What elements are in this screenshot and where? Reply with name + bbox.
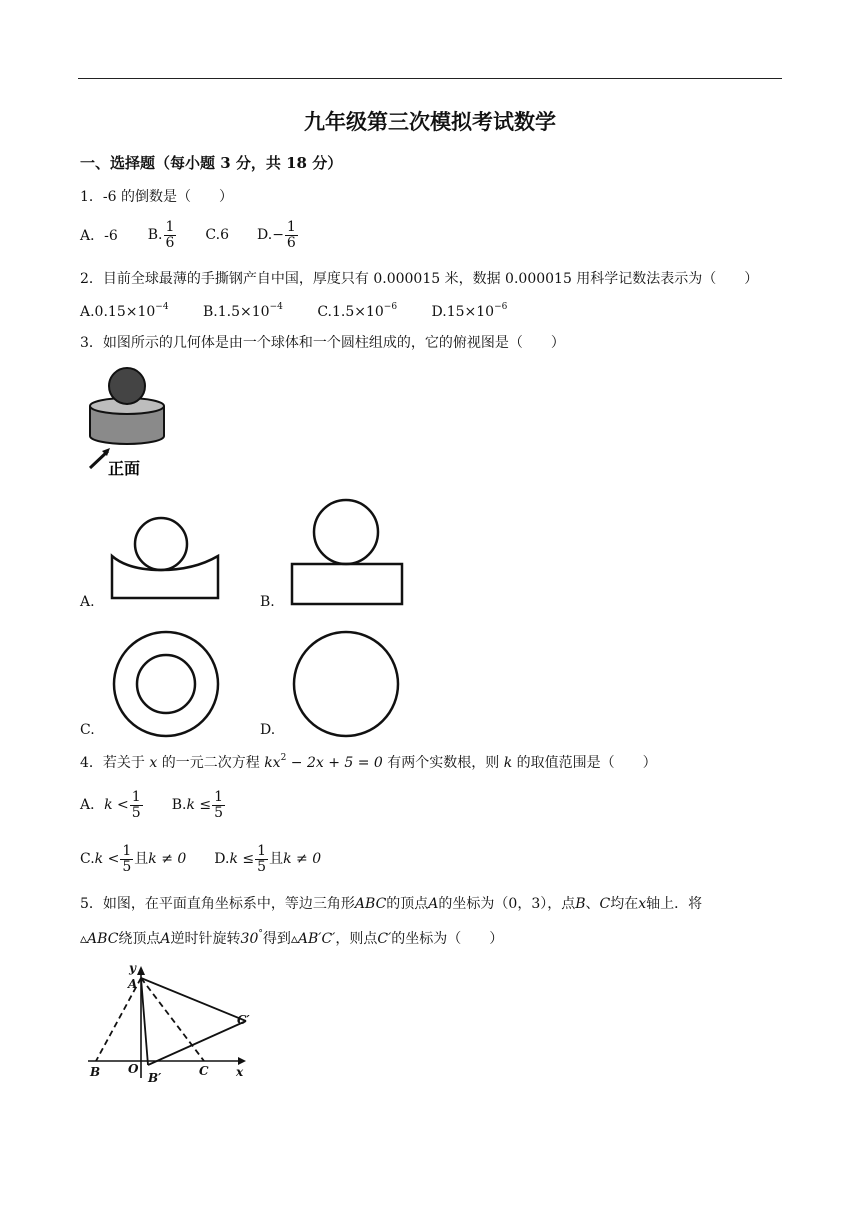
q2-option-b: $B.1.5\times 10^{-4}$ xyxy=(203,302,283,320)
q3-option-a-label: A. xyxy=(80,594,95,610)
fig-label-o: O xyxy=(128,1062,139,1076)
q2-option-c: $C.1.5\times 10^{-6}$ xyxy=(317,302,398,320)
q5-stem-line2: ▵ABC绕顶点A逆时针旋转30°得到▵AB′C′，则点C′的坐标为（ ） xyxy=(80,929,504,947)
q2-stem: 2．目前全球最薄的手撕钢产自中国，厚度只有 0.000015 米，数据 0.000015 用科学记数法表示为（ ） xyxy=(80,271,759,287)
q1-option-c: C.6 xyxy=(205,227,229,243)
fig-label-c: C xyxy=(199,1064,209,1078)
fig-label-b: B xyxy=(90,1065,101,1079)
page-title: 九年级第三次模拟考试数学 xyxy=(304,109,556,134)
q2-option-a: $A.0.15\times 10^{-4}$ xyxy=(80,302,169,320)
fig-label-y: y xyxy=(129,961,136,975)
q3-option-b-label: B. xyxy=(260,594,275,610)
q3-option-b-figure xyxy=(286,496,410,608)
q2-option-d: $D.15\times 10^{-6}$ xyxy=(431,302,508,320)
q4-options-ab xyxy=(80,782,226,828)
q1-option-d: D.− $\frac{1}{6}$ xyxy=(257,218,296,251)
q4-option-d: D.k ≤ $\frac{1}{5}$ 且k ≠ 0 xyxy=(214,842,322,875)
q4-stem: 4．若关于 x 的一元二次方程 $kx^2 - 2x + 5 = 0$ 有两个实数根，则 k 的取值范围是（ ） xyxy=(80,753,657,771)
q2-options xyxy=(80,302,507,320)
header-rule xyxy=(78,78,782,79)
fig-label-bprime: B′ xyxy=(148,1071,162,1085)
q3-option-d-figure xyxy=(290,628,410,738)
q4-options-cd xyxy=(80,836,321,882)
q1-stem: 1．-6 的倒数是（ ） xyxy=(80,189,233,205)
section-heading: 一、选择题（每小题 3 分，共 18 分） xyxy=(80,154,343,172)
q5-coordinate-figure xyxy=(84,960,254,1086)
fig-label-cprime: C′ xyxy=(237,1013,250,1027)
q5-stem-line1: 5．如图，在平面直角坐标系中，等边三角形ABC的顶点A的坐标为（0，3），点B、C均在x轴上．将 xyxy=(80,896,703,912)
q3-solid-figure xyxy=(80,362,190,482)
q3-stem: 3．如图所示的几何体是由一个球体和一个圆柱组成的，它的俯视图是（ ） xyxy=(80,335,565,351)
q4-option-a: A．k < $\frac{1}{5}$ xyxy=(80,788,141,821)
fig-label-a: A xyxy=(128,977,138,991)
q1-option-b: B. $\frac{1}{6}$ xyxy=(147,218,175,251)
q3-option-c-figure xyxy=(108,628,228,738)
q1-options xyxy=(80,212,299,258)
q1-option-a: A．-6 xyxy=(80,228,118,244)
fig-label-x: x xyxy=(236,1065,244,1079)
q3-option-d-label: D. xyxy=(260,722,276,738)
front-label: 正面 xyxy=(108,459,141,478)
q3-option-a-figure xyxy=(104,510,226,602)
q3-option-c-label: C. xyxy=(80,722,95,738)
q4-option-c: C.k < $\frac{1}{5}$ 且k ≠ 0 xyxy=(80,842,187,875)
q4-option-b: B.k ≤ $\frac{1}{5}$ xyxy=(171,788,224,821)
